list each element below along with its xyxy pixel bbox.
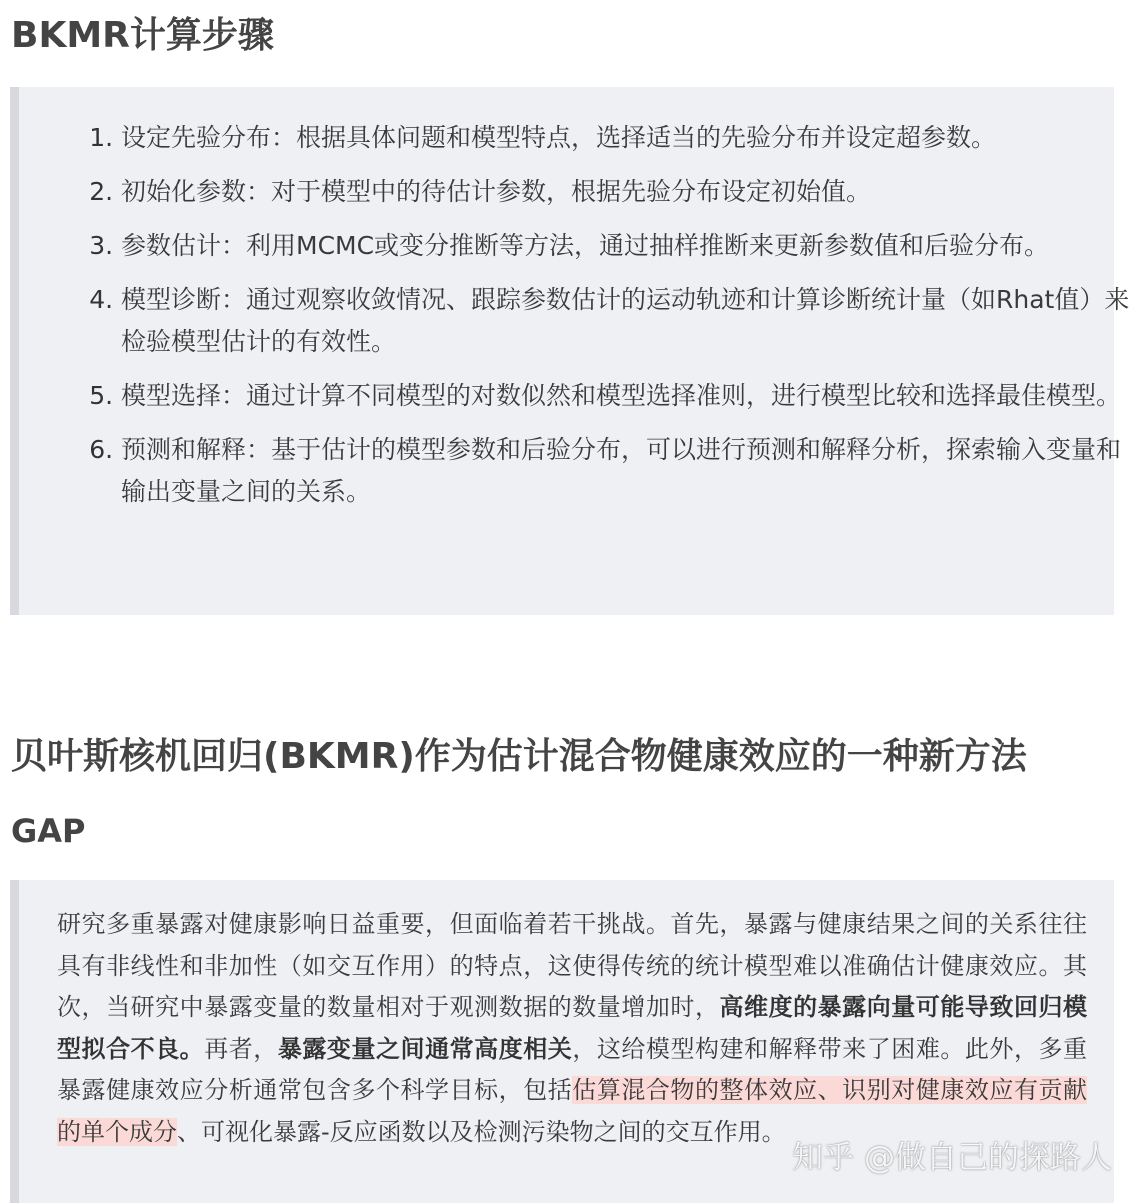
step-item: 2. 初始化参数：对于模型中的待估计参数，根据先验分布设定初始值。 (121, 171, 1140, 213)
gap-paragraph (57, 904, 1087, 1153)
zhihu-watermark: 知乎 @做自己的探路人 (792, 1140, 1112, 1176)
step-item: 6. 预测和解释：基于估计的模型参数和后验分布，可以进行预测和解释分析，探索输入变量和输出变量之间的关系。 (121, 429, 1140, 513)
gap-bold-text: 高维度的暴露向量可能导致回归模型拟合不良。 (57, 993, 1088, 1063)
gap-text: 研究多重暴露对健康影响日益重要，但面临着若干挑战。首先，暴露与健康结果之间的关系往往具有非线性和非加性（如交互作用）的特点，这使得传统的统计模型难以准确估计健康效应。其次，当研究中暴露变量的数量相对于观测数据的数量增加时， (57, 910, 1087, 1021)
step-item: 5. 模型选择：通过计算不同模型的对数似然和模型选择准则，进行模型比较和选择最佳模型。 (121, 375, 1140, 417)
steps-blockquote (10, 87, 1130, 615)
step-item: 1. 设定先验分布：根据具体问题和模型特点，选择适当的先验分布并设定超参数。 (121, 117, 1140, 159)
gap-bold-text: 暴露变量之间通常高度相关 (277, 1034, 573, 1063)
section-heading-bkmr-intro: 贝叶斯核机回归(BKMR)作为估计混合物健康效应的一种新方法 (11, 736, 1027, 777)
gap-highlighted-text: 估算混合物的整体效应、识别对健康效应有贡献的单个成分 (57, 1076, 1088, 1146)
gap-text: 、可视化暴露-反应函数以及检测污染物之间的交互作用。 (177, 1117, 786, 1146)
section-heading-bkmr-steps: BKMR计算步骤 (11, 15, 274, 56)
section-heading-gap: GAP (11, 812, 86, 850)
steps-list (77, 117, 1140, 525)
gap-text: 再者， (204, 1034, 278, 1063)
step-item: 3. 参数估计：利用MCMC或变分推断等方法，通过抽样推断来更新参数值和后验分布。 (121, 225, 1140, 267)
step-item: 4. 模型诊断：通过观察收敛情况、跟踪参数估计的运动轨迹和计算诊断统计量（如Rhat值）来检验模型估计的有效性。 (121, 279, 1140, 363)
gap-text: ，这给模型构建和解释带来了困难。此外，多重暴露健康效应分析通常包含多个科学目标，包括 (57, 1034, 1088, 1104)
